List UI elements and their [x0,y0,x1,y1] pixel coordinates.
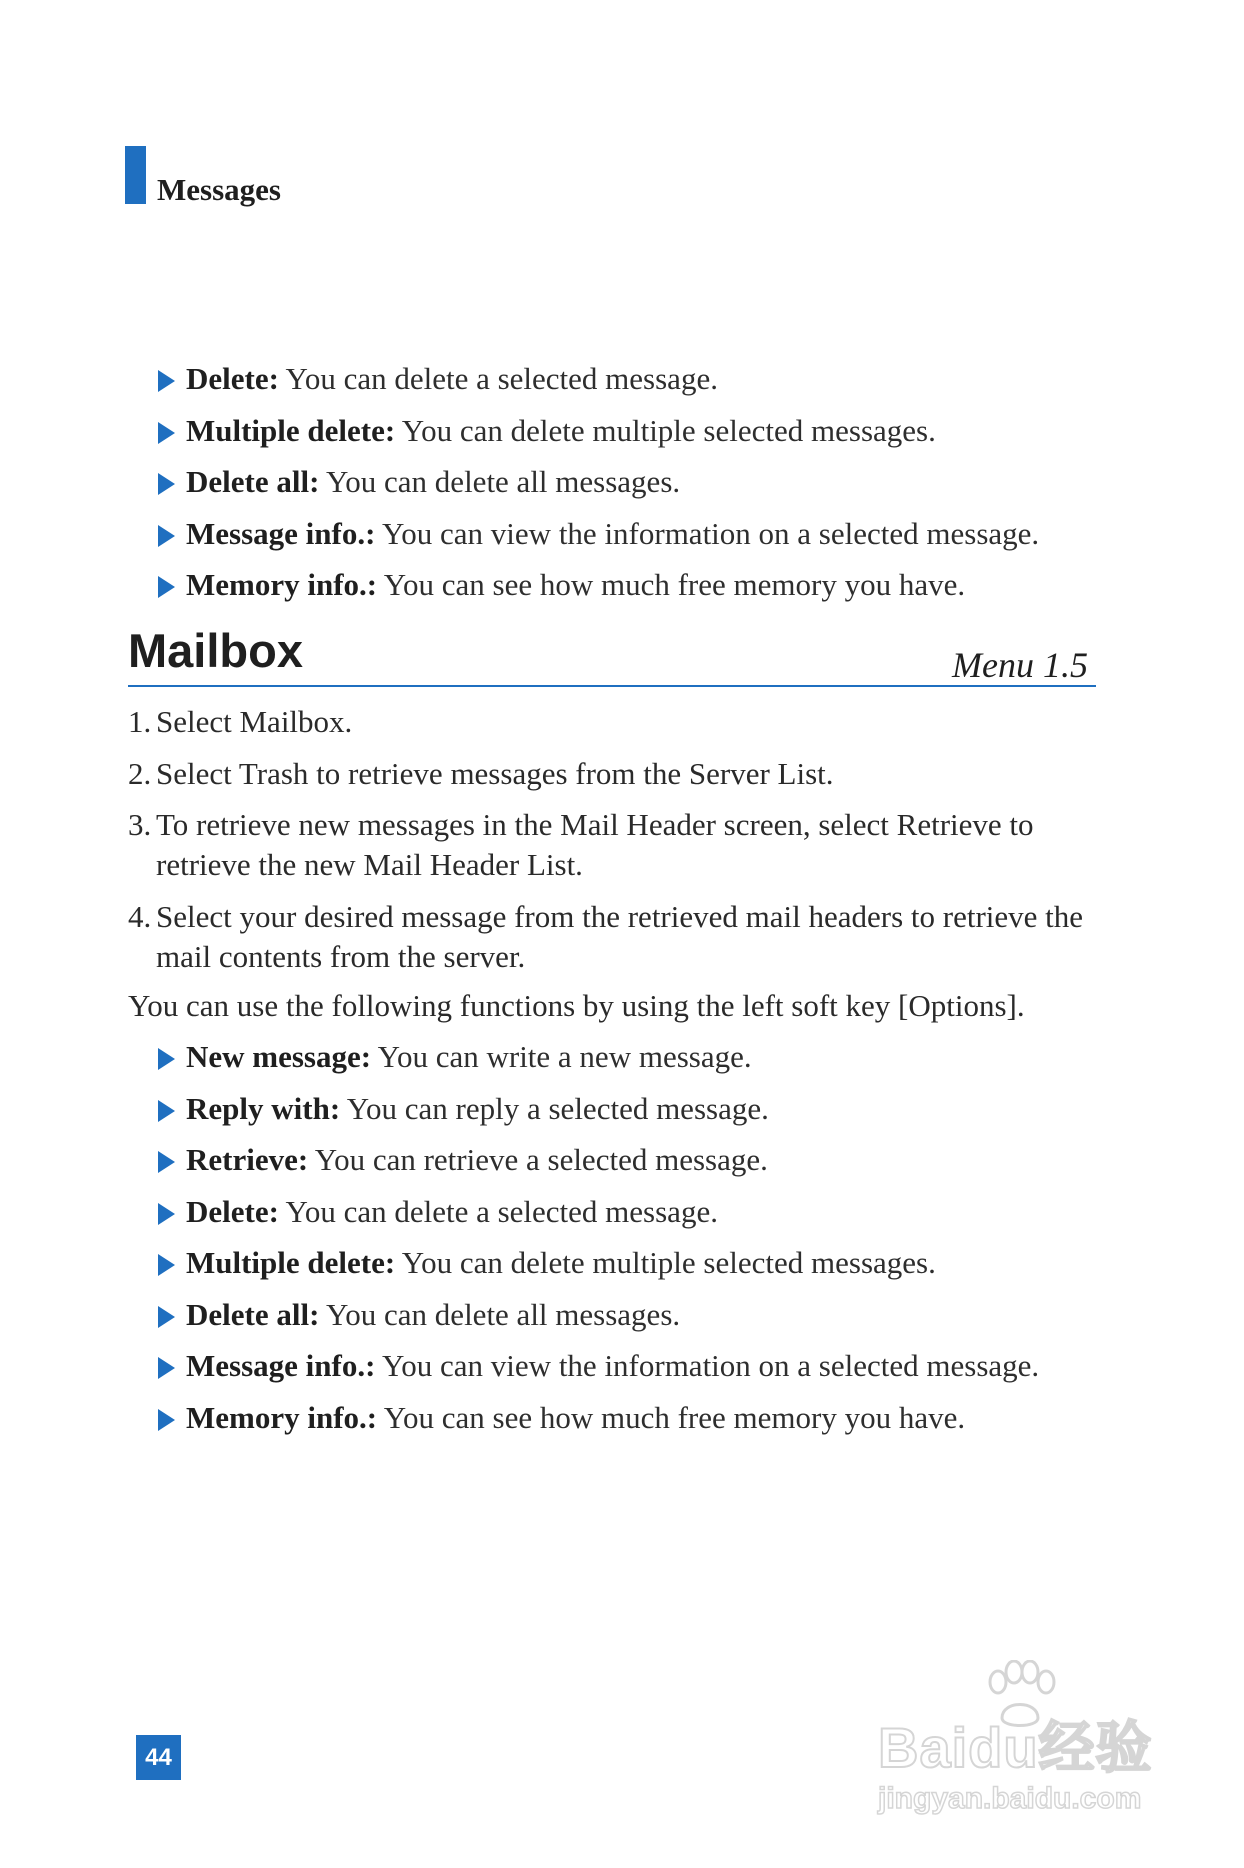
item-description: You can delete all messages. [319,464,681,499]
triangle-bullet-icon [158,525,175,547]
item-term: Multiple delete: [186,1245,396,1280]
options-list-mailbox [158,1037,1039,1449]
triangle-bullet-icon [158,1151,175,1173]
item-term: Reply with: [186,1090,341,1126]
triangle-bullet-icon [158,1254,175,1276]
list-item [158,411,1039,463]
triangle-bullet-icon [158,473,175,495]
item-term: Retrieve: [186,1142,309,1177]
list-item [158,1295,1039,1347]
triangle-bullet-icon [158,422,175,444]
section-marker-bar [125,146,146,204]
step-number: 4. [128,898,152,934]
step-number: 2. [128,755,152,791]
mailbox-steps [128,702,1088,988]
section-title: Messages [157,172,281,207]
list-item [158,1140,1039,1192]
item-term: Message info.: [186,1348,376,1383]
triangle-bullet-icon [158,1100,175,1122]
item-description: You can see how much free memory you have. [377,1399,966,1435]
triangle-bullet-icon [158,1306,175,1328]
mailbox-heading-row [128,625,1096,687]
step-text: To retrieve new messages in the Mail Header screen, select Retrieve to retrieve the new Mail Header List. [156,807,1034,882]
step-number: 3. [128,807,152,842]
triangle-bullet-icon [158,1048,175,1070]
item-term: Delete: [186,1193,279,1229]
triangle-bullet-icon [158,370,175,392]
item-description: You can delete multiple selected messages. [395,1245,936,1280]
list-item [158,1089,1039,1141]
list-item [158,1037,1039,1089]
triangle-bullet-icon [158,1357,175,1379]
step-item [128,754,1088,794]
list-item [158,1346,1039,1398]
item-term: Delete all: [186,1296,320,1332]
item-description: You can reply a selected message. [340,1090,769,1126]
item-term: Message info.: [186,515,376,551]
page-heading: Mailbox [128,624,303,677]
step-text: Select Trash to retrieve messages from the Server List. [156,755,834,791]
item-term: Delete all: [186,464,320,499]
options-intro: You can use the following functions by using the left soft key [Options]. [128,988,1025,1023]
step-text: Select Mailbox. [156,704,353,739]
triangle-bullet-icon [158,576,175,598]
menu-reference: Menu 1.5 [952,645,1088,685]
item-term: Memory info.: [186,567,378,602]
list-item [158,1192,1039,1244]
list-item [158,359,1039,411]
item-description: You can delete a selected message. [278,1193,718,1229]
item-description: You can delete all messages. [319,1296,681,1332]
item-description: You can see how much free memory you have. [377,567,966,602]
list-item [158,462,1039,514]
item-description: You can view the information on a selected message. [375,1348,1040,1383]
item-term: Multiple delete: [186,412,396,448]
list-item [158,1398,1039,1450]
watermark-brand: Baidu经验 [878,1716,1153,1779]
options-list-top [158,359,1039,617]
step-item [128,702,1088,742]
item-description: You can write a new message. [371,1039,752,1074]
baidu-watermark [870,1660,1200,1820]
item-term: Delete: [186,361,279,396]
item-term: Memory info.: [186,1399,378,1435]
item-term: New message: [186,1039,372,1074]
triangle-bullet-icon [158,1409,175,1431]
list-item [158,514,1039,566]
step-text: Select your desired message from the retrieved mail headers to retrieve the mail contents from the server. [156,898,1084,974]
step-item [128,897,1088,977]
step-item [128,805,1088,885]
step-number: 1. [128,704,152,739]
item-description: You can retrieve a selected message. [308,1142,768,1177]
triangle-bullet-icon [158,1203,175,1225]
item-description: You can view the information on a selected message. [375,515,1040,551]
item-description: You can delete a selected message. [278,361,718,396]
watermark-url: jingyan.baidu.com [878,1782,1142,1815]
page-number-badge: 44 [136,1735,181,1780]
item-description: You can delete multiple selected messages. [395,412,936,448]
list-item [158,1243,1039,1295]
list-item [158,565,1039,617]
